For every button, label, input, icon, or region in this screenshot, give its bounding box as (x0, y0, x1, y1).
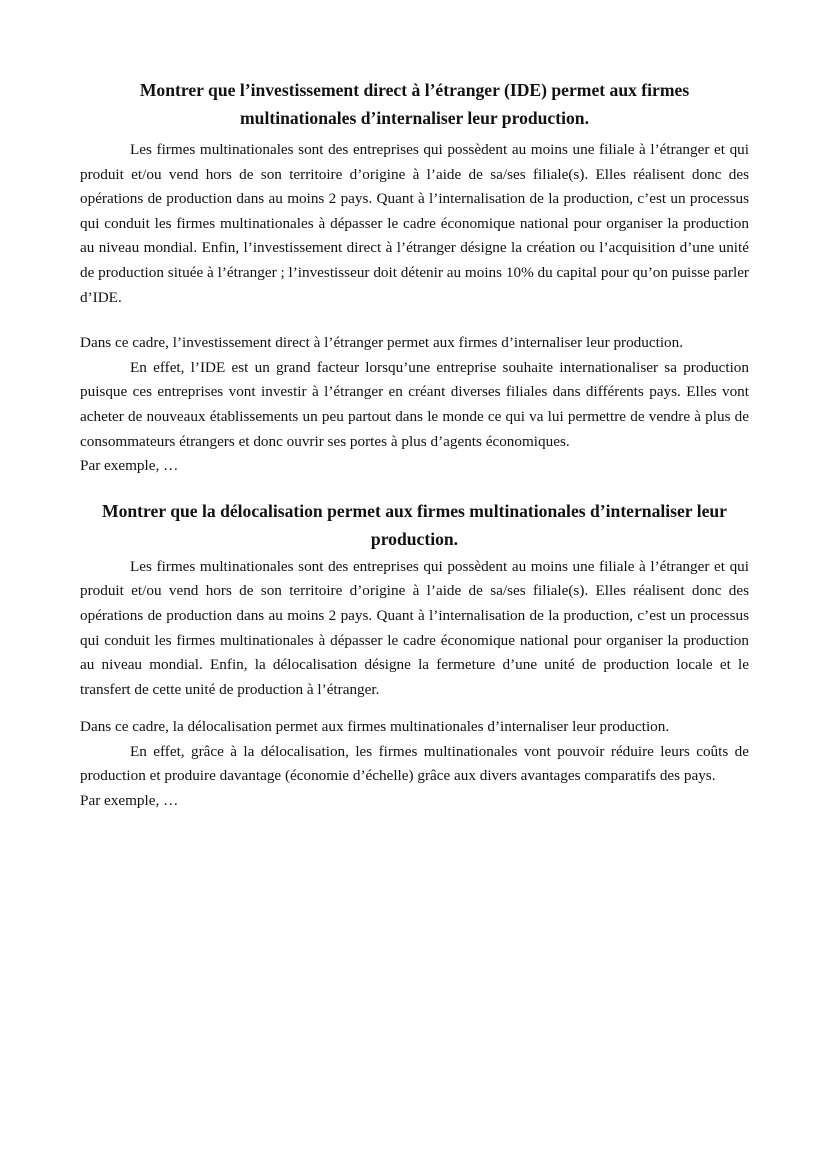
intro-paragraph: Les firmes multinationales sont des entreprises qui possèdent au moins une filiale à l’étranger et qui produit et/ou vend hors de son territoire d’origine à l’aide de sa/ses filiale(s). Elles réalisent donc des opérations de production dans au moins 2 pays. Quant à l’internalisation de la production, c’est un processus qui conduit les firmes multinationales à dépasser le cadre économique national pour organiser la production au niveau mondial. Enfin, la délocalisation désigne la fermeture d’une unité de production locale et le transfert de cette unité de production à l’étranger. (80, 557, 749, 698)
section-title: Montrer que l’investissement direct à l’étranger (IDE) permet aux firmes multinationales d’internaliser leur production. (139, 80, 690, 128)
argument-paragraph: En effet, grâce à la délocalisation, les firmes multinationales vont pouvoir réduire leurs coûts de production et produire davantage (économie d’échelle) grâce aux divers avantages comparatifs des pays. (80, 742, 749, 785)
argument-paragraph: En effet, l’IDE est un grand facteur lorsqu’une entreprise souhaite internationaliser sa production puisque ces entreprises vont investir à l’étranger en créant diverses filiales dans différents pays. Elles vont acheter de nouveaux établissements un peu partout dans le monde ce qui va lui permettre de vendre à plus de consommateurs étrangers et donc ouvrir ses portes à plus d’agents économiques. (80, 358, 749, 450)
section-ide (80, 76, 749, 479)
section-delocalisation (80, 497, 749, 814)
intro-paragraph: Les firmes multinationales sont des entreprises qui possèdent au moins une filiale à l’étranger et qui produit et/ou vend hors de son territoire d’origine à l’aide de sa/ses filiale(s). Elles réalisent donc des opérations de production dans au moins 2 pays. Quant à l’internalisation de la production, c’est un processus qui conduit les firmes multinationales à dépasser le cadre économique national pour organiser la production au niveau mondial. Enfin, l’investissement direct à l’étranger désigne la création ou l’acquisition d’une unité de production située à l’étranger ; l’investisseur doit détenir au moins 10% du capital pour qu’on puisse parler d’IDE. (80, 141, 749, 306)
thesis-paragraph: Dans ce cadre, la délocalisation permet aux firmes multinationales d’internaliser leur production. (80, 718, 670, 736)
section-title: Montrer que la délocalisation permet aux firmes multinationales d’internaliser leur production. (101, 500, 727, 549)
thesis-paragraph: Dans ce cadre, l’investissement direct à l’étranger permet aux firmes d’internaliser leur production. (80, 334, 684, 352)
example-paragraph: Par exemple, … (80, 457, 179, 475)
document-page (80, 76, 749, 814)
example-paragraph: Par exemple, … (80, 792, 179, 810)
